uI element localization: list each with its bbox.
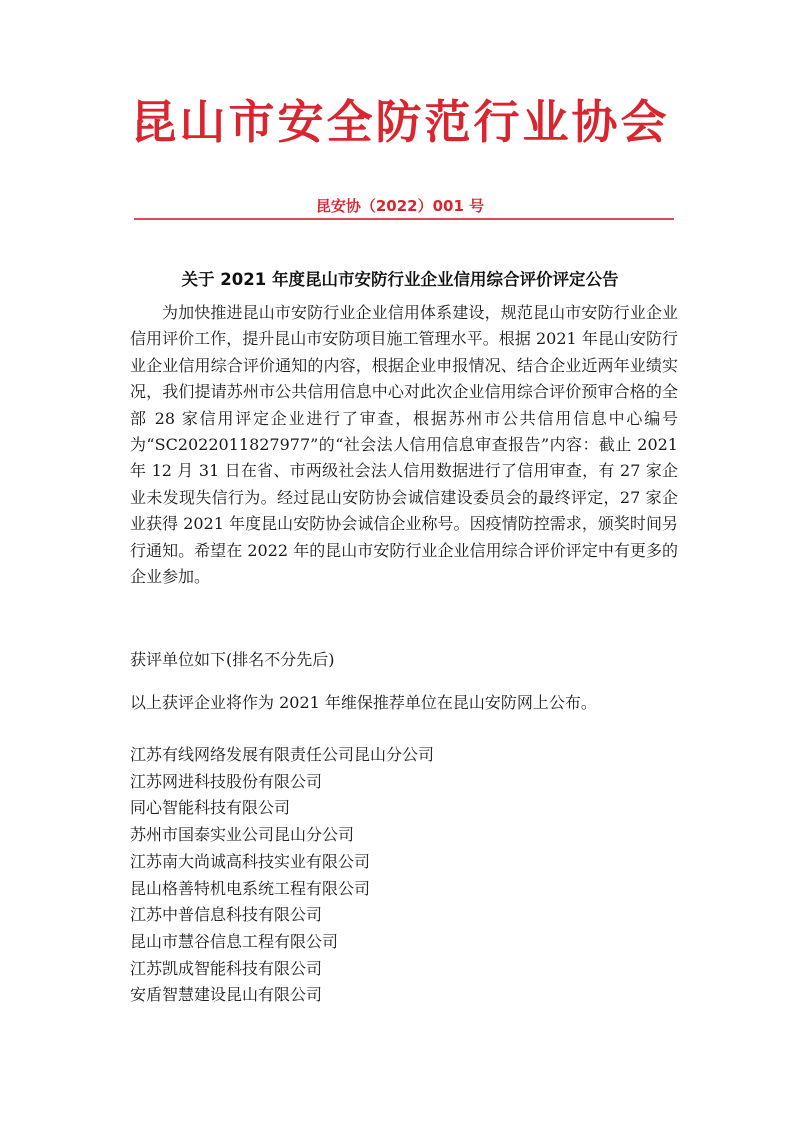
company-item: 昆山格善特机电系统工程有限公司 (130, 878, 371, 898)
company-item: 江苏网进科技股份有限公司 (130, 771, 323, 791)
winners-intro: 获评单位如下(排名不分先后) (130, 650, 335, 669)
document-number: 昆安协（2022）001 号 (315, 197, 485, 215)
company-item: 江苏南大尚诚高科技实业有限公司 (130, 851, 371, 871)
company-item: 昆山市慧谷信息工程有限公司 (130, 931, 339, 951)
organization-name: 昆山市安全防范行业协会 (130, 95, 670, 149)
company-item: 同心智能科技有限公司 (130, 798, 291, 818)
company-item: 江苏凯成智能科技有限公司 (130, 958, 323, 978)
header-divider (134, 218, 674, 220)
publish-note: 以上获评企业将作为 2021 年维保推荐单位在昆山安防网上公布。 (130, 693, 597, 712)
notice-body: 为加快推进昆山市安防行业企业信用体系建设，规范昆山市安防行业企业信用评价工作，提升昆山市安防项目施工管理水平。根据 2021 年昆山安防行业企业信用综合评价通知的内容，根据企业申报情况、结合企业近两年业绩实况，我们提请苏州市公共信用信息中心对此次企业信用综合评价预审合格的全部 28 家信用评定企业进行了审查，根据苏州市公共信用信息中心编号为“SC2022011827977”的“社会法人信用信息审查报告”内容：截止 2021 年 12 月 31 日在省、市两级社会法人信用数据进行了信用审查，有 27 家企业未发现失信行为。经过昆山安防协会诚信建设委员会的最终评定，27 家企业获得 2021 年度昆山安防协会诚信企业称号。因疫情防控需求，颁奖时间另行通知。希望在 2022 年的昆山市安防行业企业信用综合评价评定中有更多的企业参加。 (130, 303, 678, 587)
company-item: 安盾智慧建设昆山有限公司 (130, 985, 323, 1005)
company-list (130, 742, 434, 1009)
company-item: 苏州市国泰实业公司昆山分公司 (130, 825, 355, 845)
notice-title: 关于 2021 年度昆山市安防行业企业信用综合评价评定公告 (181, 270, 619, 289)
company-item: 江苏有线网络发展有限责任公司昆山分公司 (130, 745, 435, 764)
company-item: 江苏中普信息科技有限公司 (130, 905, 323, 925)
